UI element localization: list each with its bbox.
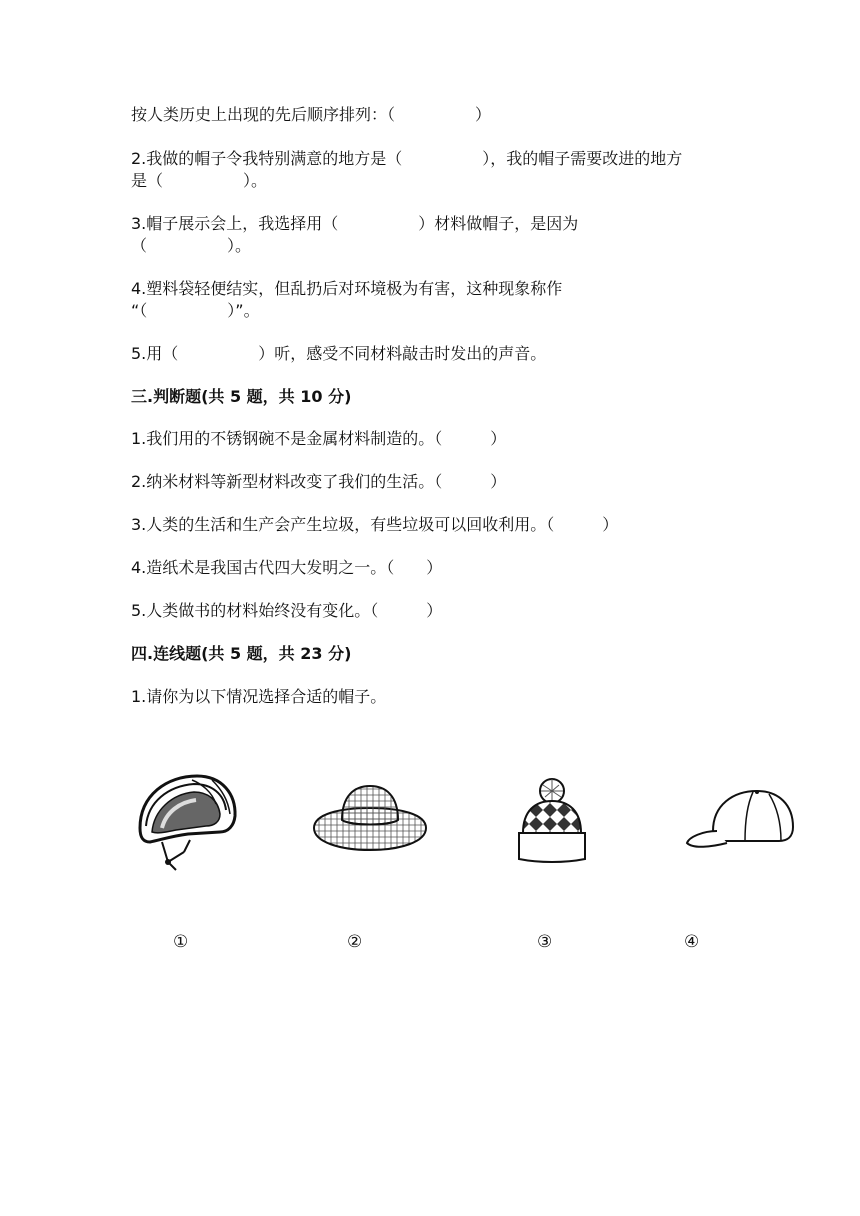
judge-item-1: 1.我们用的不锈钢碗不是金属材料制造的。（ ） (131, 429, 507, 448)
straw-hat-icon (310, 780, 430, 855)
baseball-cap-icon (683, 785, 798, 855)
section3-heading: 三.判断题(共 5 题，共 10 分) (131, 387, 352, 406)
section4-heading: 四.连线题(共 5 题，共 23 分) (131, 644, 352, 663)
hat-label-2: ② (347, 932, 363, 952)
fill-in-q3-line1: 3.帽子展示会上，我选择用（ ）材料做帽子，是因为 (131, 214, 579, 233)
judge-item-4: 4.造纸术是我国古代四大发明之一。（ ） (131, 558, 443, 577)
fill-in-q4-line1: 4.塑料袋轻便结实，但乱扔后对环境极为有害，这种现象称作 (131, 279, 563, 298)
fill-in-q5: 5.用（ ）听，感受不同材料敲击时发出的声音。 (131, 344, 547, 363)
judge-item-3: 3.人类的生活和生产会产生垃圾，有些垃圾可以回收利用。（ ） (131, 515, 619, 534)
hat-label-3: ③ (537, 932, 553, 952)
knit-winter-hat-icon (515, 775, 590, 870)
fill-in-q3-line2: （ ）。 (131, 236, 252, 255)
hat-label-1: ① (173, 932, 189, 952)
matching-question-1: 1.请你为以下情况选择合适的帽子。 (131, 687, 387, 706)
fill-in-q2-line1: 2.我做的帽子令我特别满意的地方是（ ），我的帽子需要改进的地方 (131, 149, 683, 168)
hat-label-4: ④ (684, 932, 700, 952)
fill-in-q1-tail: 按人类历史上出现的先后顺序排列：（ ） (131, 105, 492, 124)
fill-in-q4-line2: “（ ）”。 (131, 301, 260, 320)
judge-item-5: 5.人类做书的材料始终没有变化。（ ） (131, 601, 443, 620)
judge-item-2: 2.纳米材料等新型材料改变了我们的生活。（ ） (131, 472, 507, 491)
bicycle-helmet-icon (132, 770, 242, 875)
fill-in-q2-line2: 是（ ）。 (131, 171, 268, 190)
